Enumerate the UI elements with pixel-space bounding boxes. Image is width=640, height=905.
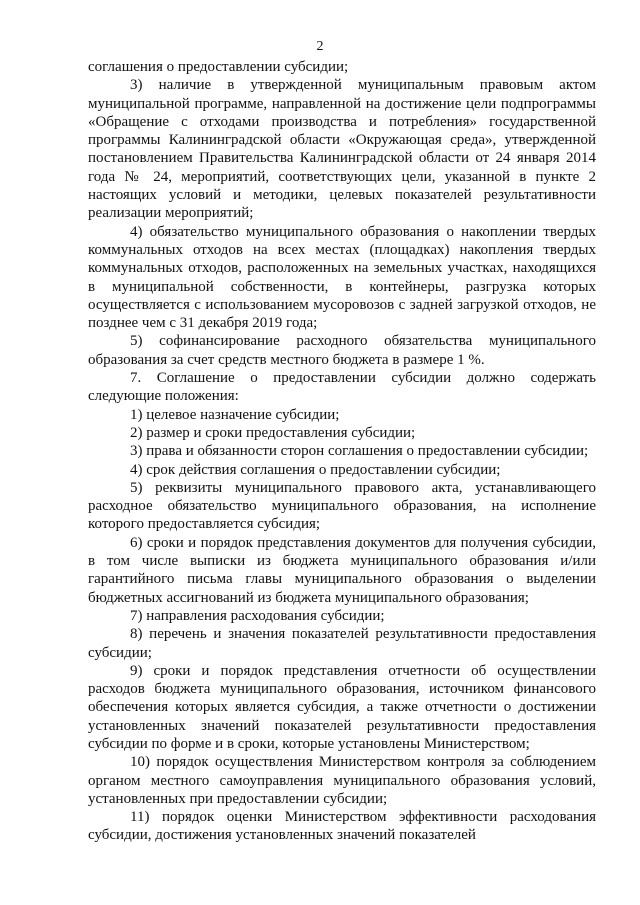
- paragraph: 7. Соглашение о предоставлении субсидии должно содержать следующие положения:: [88, 370, 596, 405]
- paragraph: 1) целевое назначение субсидии;: [130, 406, 340, 423]
- paragraph: 4) обязательство муниципального образования о накоплении твердых коммунальных отходов на всех местах (площадках) накопления твердых коммунальных отходов, расположенных на земельных участках, находящихся в муниципальной собственности, в контейнеры, разгрузка которых осуществляется с использованием мусоровозов с задней загрузкой отходов, не позднее чем с 31 декабря 2019 года;: [88, 223, 596, 332]
- paragraph: соглашения о предоставлении субсидии;: [88, 59, 349, 75]
- paragraph: 6) сроки и порядок представления документов для получения субсидии, в том числе выписки из бюджета муниципального образования и/или гарантийного письма главы муниципального образования о выделении бюджетных ассигнований из бюджета муниципального образования;: [88, 534, 596, 606]
- page-number: 2: [316, 39, 324, 54]
- paragraph: 7) направления расходования субсидии;: [130, 607, 385, 624]
- document-body: [88, 58, 596, 845]
- paragraph: 8) перечень и значения показателей результативности предоставления субсидии;: [88, 626, 596, 661]
- paragraph: 10) порядок осуществления Министерством контроля за соблюдением органом местного самоуправления муниципального образования условий, установленных при предоставлении субсидии;: [88, 754, 596, 807]
- paragraph: 5) реквизиты муниципального правового акта, устанавливающего расходное обязательство муниципального образования, на исполнение которого предоставляется субсидия;: [88, 479, 596, 533]
- paragraph: 9) сроки и порядок представления отчетности об осуществлении расходов бюджета муниципального образования, источником финансового обеспечения которых является субсидия, а также отчетности о достижении установленных значений показателей результативности предоставления субсидии по форме и в сроки, которые установлены Министерством;: [88, 662, 596, 752]
- paragraph: 2) размер и сроки предоставления субсидии;: [130, 424, 416, 441]
- paragraph: 11) порядок оценки Министерством эффективности расходования субсидии, достижения установленных значений показателей: [88, 809, 596, 844]
- paragraph: 5) софинансирование расходного обязательства муниципального образования за счет средств местного бюджета в размере 1 %.: [88, 333, 596, 368]
- paragraph: 3) права и обязанности сторон соглашения о предоставлении субсидии;: [130, 443, 589, 460]
- paragraph: 4) срок действия соглашения о предоставлении субсидии;: [130, 461, 501, 478]
- paragraph: 3) наличие в утвержденной муниципальным правовым актом муниципальной программе, направленной на достижение цели подпрограммы «Обращение с отходами производства и потребления» государственной программы Калининградской области «Окружающая среда», утвержденной постановлением Правительства Калининградской области от 24 января 2014 года № 24, мероприятий, соответствующих цели, указанной в пункте 2 настоящих условий и методики, целевых показателей результативности реализации мероприятий;: [88, 77, 596, 222]
